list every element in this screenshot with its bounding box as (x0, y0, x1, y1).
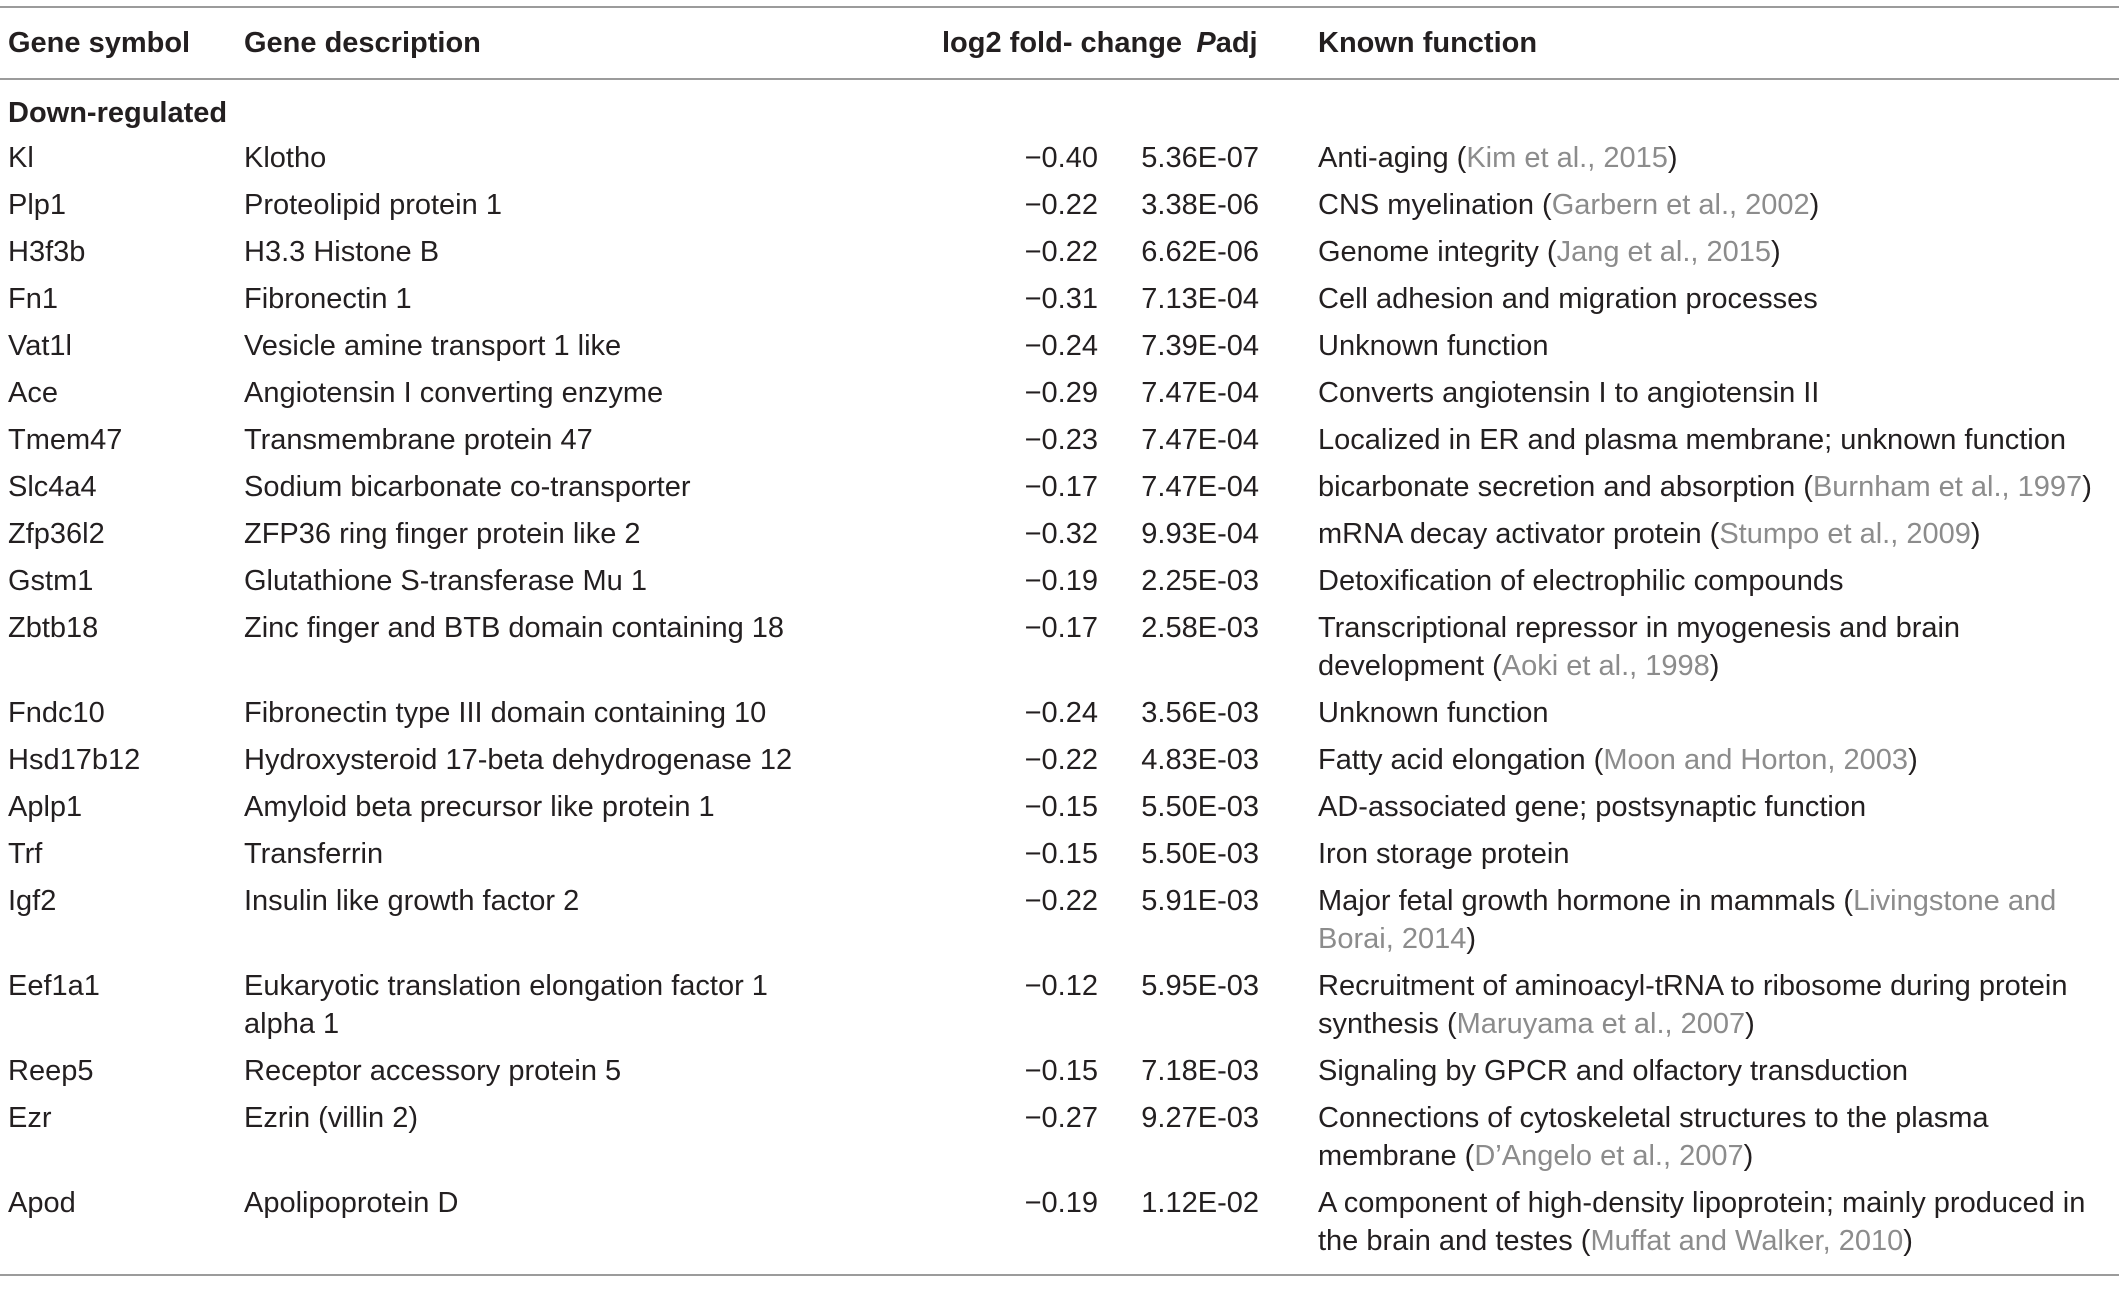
gene-symbol-cell: Plp1 (8, 189, 67, 221)
table-row (0, 510, 2119, 557)
function-text: Genome integrity (1318, 236, 1547, 268)
gene-symbol-cell: Zbtb18 (8, 612, 99, 644)
table-row (0, 1094, 2119, 1179)
fold-change-cell (842, 134, 1138, 181)
table-row (0, 877, 2119, 962)
padj-value: 7.13E-04 (1141, 283, 1259, 315)
function-text: Anti-aging (1318, 142, 1457, 174)
table-row (0, 1179, 2119, 1275)
padj-value: 7.47E-04 (1141, 471, 1259, 503)
fold-change-cell (842, 736, 1138, 783)
known-function-cell: Connections of cytoskeletal structures to the plasma membrane (D’Angelo et al., 2007) (1318, 1102, 1989, 1172)
table-header (0, 7, 2119, 79)
gene-symbol-cell: Slc4a4 (8, 471, 97, 503)
padj-value: 7.47E-04 (1141, 377, 1259, 409)
header-gene-description: Gene description (244, 7, 842, 79)
known-function-cell (1318, 830, 2119, 877)
fold-change-value: −0.15 (1024, 791, 1098, 823)
function-text: CNS myelination (1318, 189, 1543, 221)
padj-cell (1138, 510, 1318, 557)
function-text: Unknown function (1318, 330, 1549, 362)
function-text: Detoxification of electrophilic compounds (1318, 565, 1844, 597)
table-row (0, 275, 2119, 322)
padj-value: 1.12E-02 (1141, 1187, 1259, 1219)
padj-cell (1138, 689, 1318, 736)
padj-cell (1138, 275, 1318, 322)
citation-link[interactable]: Aoki et al., 1998 (1501, 650, 1710, 682)
padj-cell (1138, 416, 1318, 463)
fold-change-cell (842, 228, 1138, 275)
gene-symbol-cell: Trf (8, 838, 43, 870)
padj-cell (1138, 877, 1318, 962)
fold-change-cell (842, 275, 1138, 322)
padj-value: 3.56E-03 (1141, 697, 1259, 729)
known-function-cell: Genome integrity (Jang et al., 2015) (1318, 236, 1781, 268)
padj-value: 7.47E-04 (1141, 424, 1259, 456)
fold-change-cell (842, 416, 1138, 463)
fold-change-value: −0.22 (1024, 236, 1098, 268)
gene-description-cell: H3.3 Histone B (244, 236, 440, 268)
gene-symbol-cell: Apod (0, 1179, 244, 1275)
gene-symbol-cell: Hsd17b12 (8, 744, 141, 776)
fold-change-value: −0.19 (1024, 565, 1098, 597)
gene-symbol-cell: Fn1 (8, 283, 58, 315)
known-function-cell (1318, 416, 2119, 463)
fold-change-value: −0.27 (1024, 1102, 1098, 1134)
gene-symbol-cell: Fndc10 (8, 697, 105, 729)
known-function-cell (1318, 275, 2119, 322)
padj-value: 2.25E-03 (1141, 565, 1259, 597)
table-row (0, 369, 2119, 416)
padj-cell (1138, 134, 1318, 181)
table-body (0, 79, 2119, 1275)
fold-change-value: −0.17 (1024, 471, 1098, 503)
fold-change-cell (842, 877, 1138, 962)
gene-symbol-cell: Gstm1 (8, 565, 94, 597)
table-row (0, 463, 2119, 510)
table-row (0, 1047, 2119, 1094)
function-text: Fatty acid elongation (1318, 744, 1594, 776)
fold-change-cell (842, 322, 1138, 369)
known-function-cell (1318, 783, 2119, 830)
fold-change-value: −0.15 (1024, 1055, 1098, 1087)
fold-change-value: −0.29 (1024, 377, 1098, 409)
gene-symbol-cell: Reep5 (8, 1055, 94, 1087)
fold-change-value: −0.24 (1024, 697, 1098, 729)
fold-change-value: −0.32 (1024, 518, 1098, 550)
gene-description-cell: Angiotensin I converting enzyme (244, 377, 664, 409)
header-fold-change: log2 fold- change (842, 7, 1138, 79)
fold-change-value: −0.23 (1024, 424, 1098, 456)
gene-symbol-cell: Tmem47 (8, 424, 123, 456)
padj-cell (1138, 463, 1318, 510)
fold-change-cell (842, 1094, 1138, 1179)
function-text: A component of high-density lipoprotein; mainly produced in the brain and testes (1318, 1187, 2086, 1257)
gene-description-cell: Hydroxysteroid 17-beta dehydrogenase 12 (244, 744, 793, 776)
gene-description-cell: ZFP36 ring finger protein like 2 (244, 518, 641, 550)
gene-description-cell: Eukaryotic translation elongation factor 1 alpha 1 (244, 970, 768, 1040)
known-function-cell (1318, 1047, 2119, 1094)
fold-change-value: −0.22 (1024, 885, 1098, 917)
known-function-cell: Recruitment of aminoacyl-tRNA to ribosome during protein synthesis (Maruyama et al., 2007) (1318, 970, 2068, 1040)
function-text: Signaling by GPCR and olfactory transduction (1318, 1055, 1908, 1087)
table-row (0, 604, 2119, 689)
gene-symbol-cell: Ace (8, 377, 58, 409)
fold-change-cell (842, 962, 1138, 1047)
padj-cell (1138, 830, 1318, 877)
known-function-cell: Anti-aging (Kim et al., 2015) (1318, 142, 1678, 174)
padj-cell (1138, 604, 1318, 689)
gene-description-cell: Fibronectin 1 (244, 283, 412, 315)
fold-change-value: −0.31 (1024, 283, 1098, 315)
known-function-cell (1318, 369, 2119, 416)
padj-cell (1138, 1094, 1318, 1179)
fold-change-value: −0.22 (1024, 744, 1098, 776)
fold-change-cell (842, 783, 1138, 830)
padj-value: 7.18E-03 (1141, 1055, 1259, 1087)
known-function-cell: Major fetal growth hormone in mammals (Livingstone and Borai, 2014) (1318, 885, 2057, 955)
fold-change-cell (842, 604, 1138, 689)
padj-cell (1138, 322, 1318, 369)
padj-value: 5.91E-03 (1141, 885, 1259, 917)
citation-link[interactable]: Muffat and Walker, 2010 (1590, 1225, 1904, 1257)
known-function-cell (1318, 322, 2119, 369)
header-padj-italic: P (1196, 27, 1216, 59)
known-function-cell: bicarbonate secretion and absorption (Burnham et al., 1997) (1318, 471, 2092, 503)
table-row (0, 783, 2119, 830)
gene-symbol-cell: Ezr (8, 1102, 52, 1134)
table-row (0, 228, 2119, 275)
gene-description-cell: Apolipoprotein D (244, 1179, 842, 1275)
function-text: Iron storage protein (1318, 838, 1570, 870)
fold-change-cell (842, 369, 1138, 416)
padj-value: 9.27E-03 (1141, 1102, 1259, 1134)
gene-description-cell: Proteolipid protein 1 (244, 189, 502, 221)
citation-link[interactable]: Burnham et al., 1997 (1812, 471, 2083, 503)
function-text: Unknown function (1318, 697, 1549, 729)
function-text: Recruitment of aminoacyl-tRNA to ribosome during protein synthesis (1318, 970, 2068, 1040)
gene-description-cell: Fibronectin type III domain containing 10 (244, 697, 767, 729)
citation-link[interactable]: Jang et al., 2015 (1556, 236, 1772, 268)
padj-cell (1138, 736, 1318, 783)
gene-description-cell: Transmembrane protein 47 (244, 424, 593, 456)
gene-description-cell: Insulin like growth factor 2 (244, 885, 580, 917)
citation-link[interactable]: Maruyama et al., 2007 (1456, 1008, 1746, 1040)
fold-change-value: −0.12 (1024, 970, 1098, 1002)
citation-link[interactable]: D’Angelo et al., 2007 (1474, 1140, 1744, 1172)
fold-change-cell (842, 181, 1138, 228)
fold-change-cell (842, 830, 1138, 877)
function-text: Localized in ER and plasma membrane; unknown function (1318, 424, 2066, 456)
table-row (0, 416, 2119, 463)
fold-change-value: −0.22 (1024, 189, 1098, 221)
gene-description-cell: Vesicle amine transport 1 like (244, 330, 622, 362)
fold-change-value: −0.19 (1024, 1187, 1098, 1219)
function-text: Cell adhesion and migration processes (1318, 283, 1818, 315)
fold-change-cell (842, 1047, 1138, 1094)
padj-value: 5.36E-07 (1141, 142, 1259, 174)
gene-description-cell: Ezrin (villin 2) (244, 1102, 419, 1134)
header-known-function: Known function (1318, 7, 2119, 79)
padj-value: 4.83E-03 (1141, 744, 1259, 776)
padj-value: 5.50E-03 (1141, 791, 1259, 823)
table-row (0, 322, 2119, 369)
known-function-cell (1318, 689, 2119, 736)
function-text: Major fetal growth hormone in mammals (1318, 885, 1844, 917)
padj-cell (1138, 962, 1318, 1047)
gene-symbol-cell: Aplp1 (8, 791, 83, 823)
fold-change-value: −0.17 (1024, 612, 1098, 644)
fold-change-value: −0.15 (1024, 838, 1098, 870)
table-row (0, 181, 2119, 228)
gene-symbol-cell: Eef1a1 (8, 970, 100, 1002)
gene-symbol-cell: Vat1l (8, 330, 72, 362)
gene-description-cell: Zinc finger and BTB domain containing 18 (244, 612, 785, 644)
padj-cell (1138, 1047, 1318, 1094)
citation-link[interactable]: Moon and Horton, 2003 (1603, 744, 1909, 776)
padj-cell (1138, 181, 1318, 228)
padj-cell (1138, 783, 1318, 830)
padj-value: 9.93E-04 (1141, 518, 1259, 550)
table-row (0, 962, 2119, 1047)
table-row (0, 830, 2119, 877)
citation-link[interactable]: Kim et al., 2015 (1466, 142, 1668, 174)
group-label: Down-regulated (8, 97, 228, 129)
gene-symbol-cell: Igf2 (8, 885, 57, 917)
padj-value: 2.58E-03 (1141, 612, 1259, 644)
header-gene-symbol: Gene symbol (0, 7, 244, 79)
fold-change-value: −0.40 (1024, 142, 1098, 174)
padj-cell (1138, 369, 1318, 416)
gene-description-cell: Transferrin (244, 838, 384, 870)
known-function-cell: A component of high-density lipoprotein; mainly produced in the brain and testes (Muffat and Walker, 2010) (1318, 1179, 2119, 1275)
known-function-cell: mRNA decay activator protein (Stumpo et al., 2009) (1318, 518, 1981, 550)
citation-link[interactable]: Livingstone and Borai, 2014 (1318, 885, 2057, 955)
function-text: bicarbonate secretion and absorption (1318, 471, 1804, 503)
gene-description-cell: Glutathione S-transferase Mu 1 (244, 565, 647, 597)
fold-change-cell (842, 689, 1138, 736)
padj-cell (1138, 557, 1318, 604)
function-text: mRNA decay activator protein (1318, 518, 1710, 550)
gene-symbol-cell: Kl (8, 142, 34, 174)
table-row (0, 689, 2119, 736)
known-function-cell (1318, 557, 2119, 604)
gene-symbol-cell: Zfp36l2 (8, 518, 105, 550)
padj-value: 7.39E-04 (1141, 330, 1259, 362)
citation-link[interactable]: Garbern et al., 2002 (1551, 189, 1810, 221)
gene-description-cell: Sodium bicarbonate co-transporter (244, 471, 691, 503)
known-function-cell: Fatty acid elongation (Moon and Horton, 2003) (1318, 744, 1918, 776)
table-row (0, 134, 2119, 181)
padj-cell (1138, 1179, 1318, 1275)
fold-change-cell (842, 463, 1138, 510)
padj-value: 3.38E-06 (1141, 189, 1259, 221)
function-text: AD-associated gene; postsynaptic function (1318, 791, 1867, 823)
fold-change-value: −0.24 (1024, 330, 1098, 362)
fold-change-cell (842, 510, 1138, 557)
gene-symbol-cell: H3f3b (8, 236, 86, 268)
gene-description-cell: Klotho (244, 142, 327, 174)
citation-link[interactable]: Stumpo et al., 2009 (1719, 518, 1971, 550)
padj-cell (1138, 228, 1318, 275)
fold-change-cell (842, 1179, 1138, 1275)
fold-change-cell (842, 557, 1138, 604)
padj-value: 5.95E-03 (1141, 970, 1259, 1002)
known-function-cell: Transcriptional repressor in myogenesis and brain development (Aoki et al., 1998) (1318, 612, 1961, 682)
function-text: Connections of cytoskeletal structures to the plasma membrane (1318, 1102, 1989, 1172)
function-text: Transcriptional repressor in myogenesis and brain development (1318, 612, 1961, 682)
padj-value: 6.62E-06 (1141, 236, 1259, 268)
gene-description-cell: Receptor accessory protein 5 (244, 1055, 622, 1087)
gene-table (0, 6, 2119, 1276)
table-row (0, 557, 2119, 604)
gene-description-cell: Amyloid beta precursor like protein 1 (244, 791, 715, 823)
function-text: Converts angiotensin I to angiotensin II (1318, 377, 1820, 409)
table-row (0, 736, 2119, 783)
known-function-cell: CNS myelination (Garbern et al., 2002) (1318, 189, 1820, 221)
header-padj-rest: adj (1215, 27, 1258, 59)
padj-value: 5.50E-03 (1141, 838, 1259, 870)
